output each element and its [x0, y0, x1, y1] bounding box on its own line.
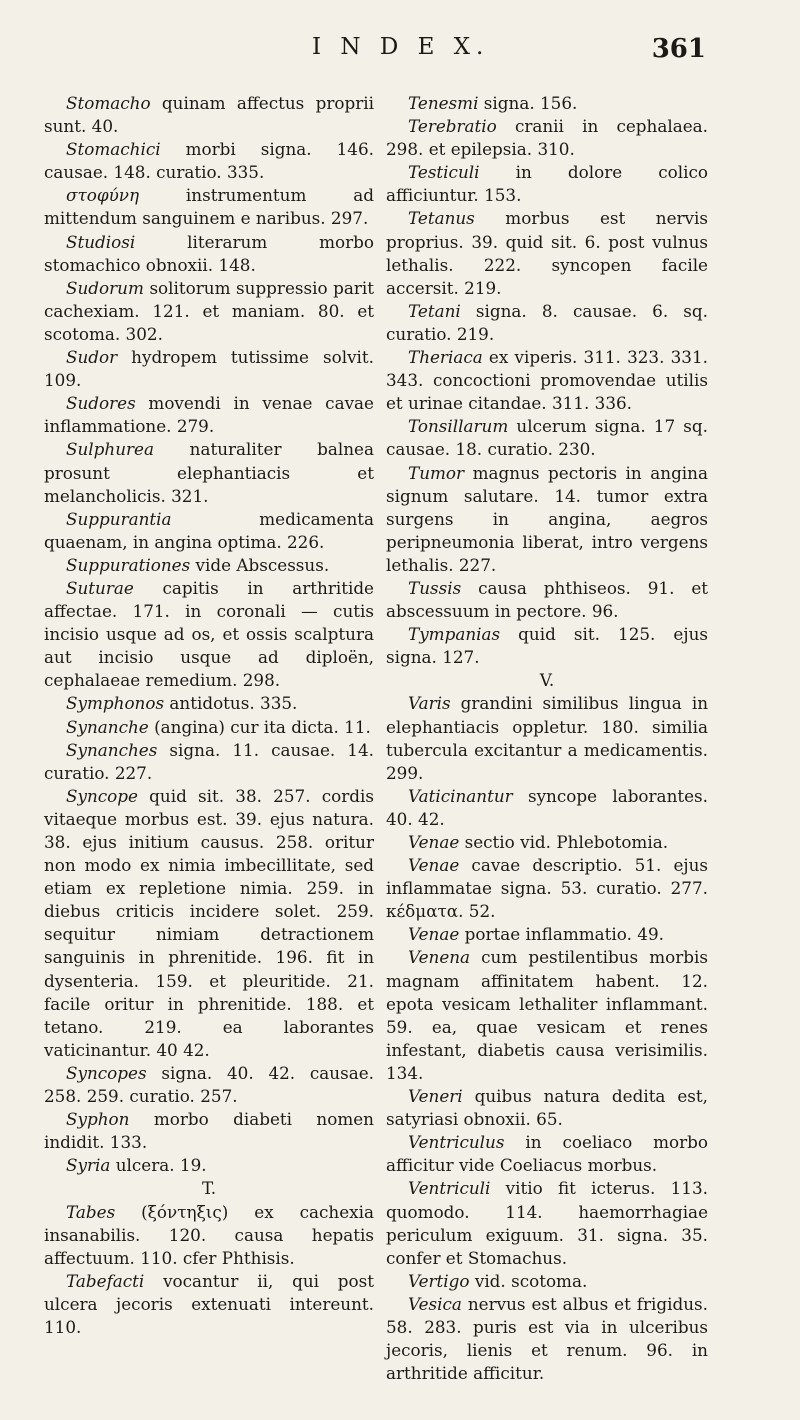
- index-entry: Vesica nervus est albus et frigidus. 58. 283. puris est via in ulceribus jecoris, lienis et renum. 96. in arthritide afficitur.: [386, 1293, 708, 1384]
- entry-headword: Tabes: [66, 1201, 116, 1222]
- index-entry: Stomacho quinam affectus proprii sunt. 40.: [44, 93, 374, 137]
- index-entry: Tetanus morbus est nervis proprius. 39. quid sit. 6. post vulnus lethalis. 222. syncopen facile accersit. 219.: [386, 208, 708, 298]
- entry-headword: Ventriculus: [408, 1132, 505, 1153]
- index-entry: Tetani signa. 8. causae. 6. sq. curatio. 219.: [386, 300, 708, 344]
- page-header: [0, 34, 800, 74]
- index-entry: Tympanias quid sit. 125. ejus signa. 127.: [386, 624, 708, 668]
- section-letter-v: V.: [539, 670, 555, 691]
- index-entry: Tenesmi signa. 156.: [408, 93, 578, 113]
- index-entry: Suppurationes vide Abscessus.: [66, 554, 330, 575]
- entry-headword: Ventriculi: [408, 1178, 491, 1199]
- entry-headword: Sudores: [66, 393, 136, 414]
- index-entry: Sudores movendi in venae cavae inflammatione. 279.: [44, 393, 374, 437]
- index-entry: Suppurantia medicamenta quaenam, in angina optima. 226.: [44, 508, 374, 552]
- entry-headword: Venae: [408, 855, 460, 876]
- index-entry: Veneri quibus natura dedita est, satyriasi obnoxii. 65.: [386, 1086, 708, 1130]
- entry-headword: Vaticinantur: [408, 785, 513, 806]
- entry-headword: Symphonos: [66, 693, 165, 714]
- entry-headword: Tussis: [408, 577, 462, 598]
- index-entry: Ventriculi vitio fit icterus. 113. quomodo. 114. haemorrhagiae periculum exiguum. 31. signa. 35. confer et Stomachus.: [386, 1178, 708, 1268]
- entry-headword: Suturae: [66, 577, 134, 598]
- index-entry: Varis grandini similibus lingua in elephantiacis oppletur. 180. similia tubercula excitantur a medicamentis. 299.: [386, 693, 708, 783]
- index-entry: Sulphurea naturaliter balnea prosunt elephantiacis et melancholicis. 321.: [44, 439, 374, 506]
- entry-headword: Synanches: [66, 739, 158, 760]
- entry-headword: Syphon: [66, 1109, 130, 1130]
- index-entry: Syncope quid sit. 38. 257. cordis vitaeque morbus est. 39. ejus natura. 38. ejus initium causus. 258. oritur non modo ex nimia imbecillitate, sed etiam ex repletione nimia. 259. in diebus criticis incidere solet. 259. sequitur nimiam detractionem sanguinis in phrenitide. 196. fit in dysenteria. 159. et pleuritide. 21. facile oritur in phrenitide. 188. et tetano. 219. ea laborantes vaticinantur. 40 42.: [44, 785, 374, 1060]
- running-title: I N D E X.: [312, 34, 490, 60]
- entry-headword: Terebratio: [408, 116, 497, 137]
- index-entry: Vertigo vid. scotoma.: [408, 1270, 588, 1291]
- index-entry: Vaticinantur syncope laborantes. 40. 42.: [386, 785, 708, 829]
- entry-headword: Tenesmi: [408, 93, 479, 113]
- entry-headword: Tabefacti: [66, 1270, 145, 1291]
- entry-headword: στοφύνη: [66, 185, 140, 206]
- index-entry: Ventriculus in coeliaco morbo afficitur vide Coeliacus morbus.: [386, 1132, 708, 1176]
- entry-headword: Venena: [408, 947, 471, 968]
- entry-headword: Suppurationes: [66, 554, 191, 575]
- index-entry: Sudorum solitorum suppressio parit cachexiam. 121. et maniam. 80. et scotoma. 302.: [44, 277, 374, 344]
- index-entry: στοφύνη instrumentum ad mittendum sanguinem e naribus. 297.: [44, 185, 374, 229]
- entry-headword: Theriaca: [408, 347, 483, 368]
- index-entry: Synanches signa. 11. causae. 14. curatio. 227.: [44, 739, 374, 783]
- entry-headword: Tetanus: [408, 208, 475, 229]
- entry-headword: Stomacho: [66, 93, 151, 113]
- entry-headword: Veneri: [408, 1086, 463, 1107]
- entry-headword: Vesica: [408, 1293, 462, 1314]
- index-entry: Tabefacti vocantur ii, qui post ulcera jecoris extenuati intereunt. 110.: [44, 1270, 374, 1337]
- index-column-right: [386, 92, 708, 1385]
- index-entry: Venae sectio vid. Phlebotomia.: [408, 832, 669, 852]
- index-entry: Testiculi in dolore colico afficiuntur. 153.: [386, 162, 708, 206]
- index-entry: Theriaca ex viperis. 311. 323. 331. 343. concoctioni promovendae utilis et urinae citandae. 311. 336.: [386, 347, 708, 414]
- entry-headword: Vertigo: [408, 1270, 470, 1291]
- index-entry: Symphonos antidotus. 335.: [66, 693, 298, 714]
- entry-headword: Tetani: [408, 300, 461, 321]
- entry-headword: Synanche: [66, 716, 149, 737]
- entry-headword: Tonsillarum: [408, 416, 509, 437]
- entry-headword: Sulphurea: [66, 439, 154, 460]
- entry-headword: Testiculi: [408, 162, 480, 183]
- entry-headword: Varis: [408, 693, 451, 714]
- index-entry: Tussis causa phthiseos. 91. et abscessuum in pectore. 96.: [386, 577, 708, 622]
- index-entry: Stomachici morbi signa. 146. causae. 148. curatio. 335.: [44, 139, 374, 183]
- index-entry: Venae portae inflammatio. 49.: [408, 924, 664, 945]
- entry-headword: Syncope: [66, 785, 138, 806]
- index-entry: Sudor hydropem tutissime solvit. 109.: [44, 347, 374, 391]
- index-entry: Terebratio cranii in cephalaea. 298. et epilepsia. 310.: [386, 116, 708, 160]
- index-entry: Syria ulcera. 19.: [66, 1155, 207, 1176]
- entry-headword: Tumor: [408, 462, 465, 483]
- index-entry: Studiosi literarum morbo stomachico obnoxii. 148.: [44, 231, 374, 275]
- entry-headword: Sudorum: [66, 277, 144, 298]
- section-letter-t: T.: [201, 1178, 217, 1199]
- entry-headword: Stomachici: [66, 139, 161, 160]
- page-number: 361: [651, 34, 706, 64]
- index-entry: Tumor magnus pectoris in angina signum salutare. 14. tumor extra surgens in angina, aegros peripneumonia liberat, intro vergens lethalis. 227.: [386, 462, 708, 575]
- index-entry: Venena cum pestilentibus morbis magnam affinitatem habent. 12. epota vesicam lethaliter inflammant. 59. ea, quae vesicam et renes infestant, diabetis causa verisimilis. 134.: [386, 947, 708, 1083]
- index-entry: Syphon morbo diabeti nomen indidit. 133.: [44, 1109, 374, 1153]
- entry-headword: Syncopes: [66, 1062, 147, 1083]
- index-entry: Tabes (ξόντηξις) ex cachexia insanabilis. 120. causa hepatis affectuum. 110. cfer Phthisis.: [44, 1201, 374, 1268]
- index-entry: Synanche (angina) cur ita dicta. 11.: [66, 716, 371, 737]
- index-entry: Tonsillarum ulcerum signa. 17 sq. causae. 18. curatio. 230.: [386, 416, 708, 460]
- index-entry: Suturae capitis in arthritide affectae. 171. in coronali — cutis incisio usque ad os, et ossis scalptura aut incisio usque ad diploën, cephalaeae remedium. 298.: [44, 577, 374, 691]
- index-column-left: [44, 92, 374, 1339]
- entry-headword: Suppurantia: [66, 508, 172, 529]
- entry-headword: Tympanias: [408, 624, 501, 645]
- entry-headword: Sudor: [66, 347, 118, 368]
- entry-headword: Venae: [408, 832, 460, 852]
- entry-headword: Studiosi: [66, 231, 136, 252]
- entry-headword: Venae: [408, 924, 460, 945]
- entry-headword: Syria: [66, 1155, 111, 1176]
- index-entry: Venae cavae descriptio. 51. ejus inflammatae signa. 53. curatio. 277. κέδματα. 52.: [386, 855, 708, 922]
- index-entry: Syncopes signa. 40. 42. causae. 258. 259. curatio. 257.: [44, 1062, 374, 1107]
